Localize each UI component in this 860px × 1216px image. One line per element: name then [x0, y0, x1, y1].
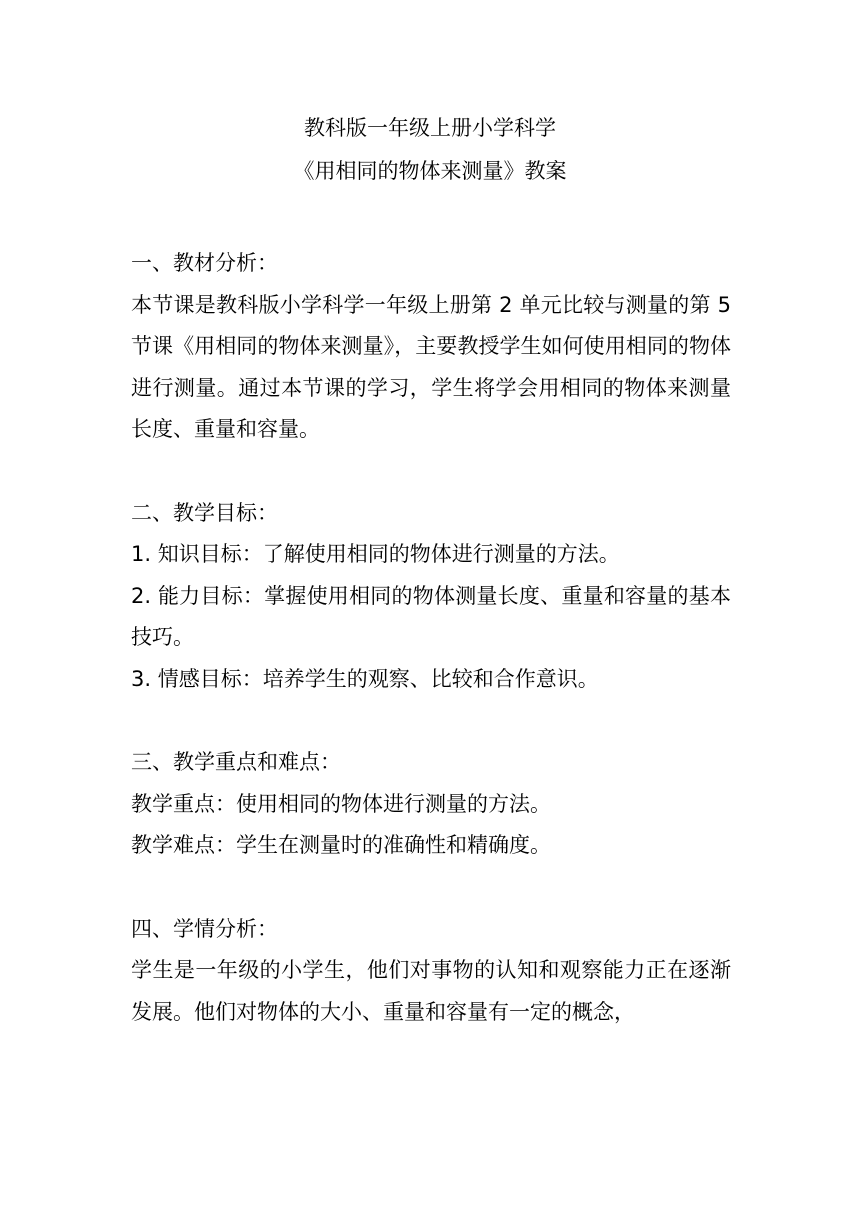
section3-heading: 三、教学重点和难点：	[131, 750, 341, 775]
objective-item-3: 3. 情感目标：培养学生的观察、比较和合作意识。	[131, 666, 599, 691]
section4-heading: 四、学情分析：	[131, 916, 278, 941]
teaching-key-point: 教学重点：使用相同的物体进行测量的方法。	[131, 791, 551, 816]
objective-item-1: 1. 知识目标：了解使用相同的物体进行测量的方法。	[131, 542, 620, 567]
teaching-difficulty: 教学难点：学生在测量时的准确性和精确度。	[131, 833, 551, 858]
section4-paragraph: 学生是一年级的小学生，他们对事物的认知和观察能力正在逐渐发展。他们对物体的大小、重量和容量有一定的概念，	[131, 958, 731, 1024]
blank-line	[131, 701, 731, 743]
document-title-line2: 《用相同的物体来测量》教案	[293, 159, 567, 183]
document-body	[131, 243, 731, 1033]
objective-item-2: 2. 能力目标：掌握使用相同的物体测量长度、重量和容量的基本技巧。	[131, 583, 731, 650]
section1-paragraph: 本节课是教科版小学科学一年级上册第 2 单元比较与测量的第 5 节课《用相同的物体来测量》，主要教授学生如何使用相同的物体进行测量。通过本节课的学习，学生将学会用相同的物体来测量长度、重量和容量。	[131, 292, 731, 442]
blank-line	[131, 867, 731, 909]
blank-line	[131, 451, 731, 493]
section1-heading: 一、教材分析：	[131, 251, 278, 275]
section2-heading: 二、教学目标：	[131, 500, 278, 525]
document-title-line1: 教科版一年级上册小学科学	[304, 116, 556, 140]
